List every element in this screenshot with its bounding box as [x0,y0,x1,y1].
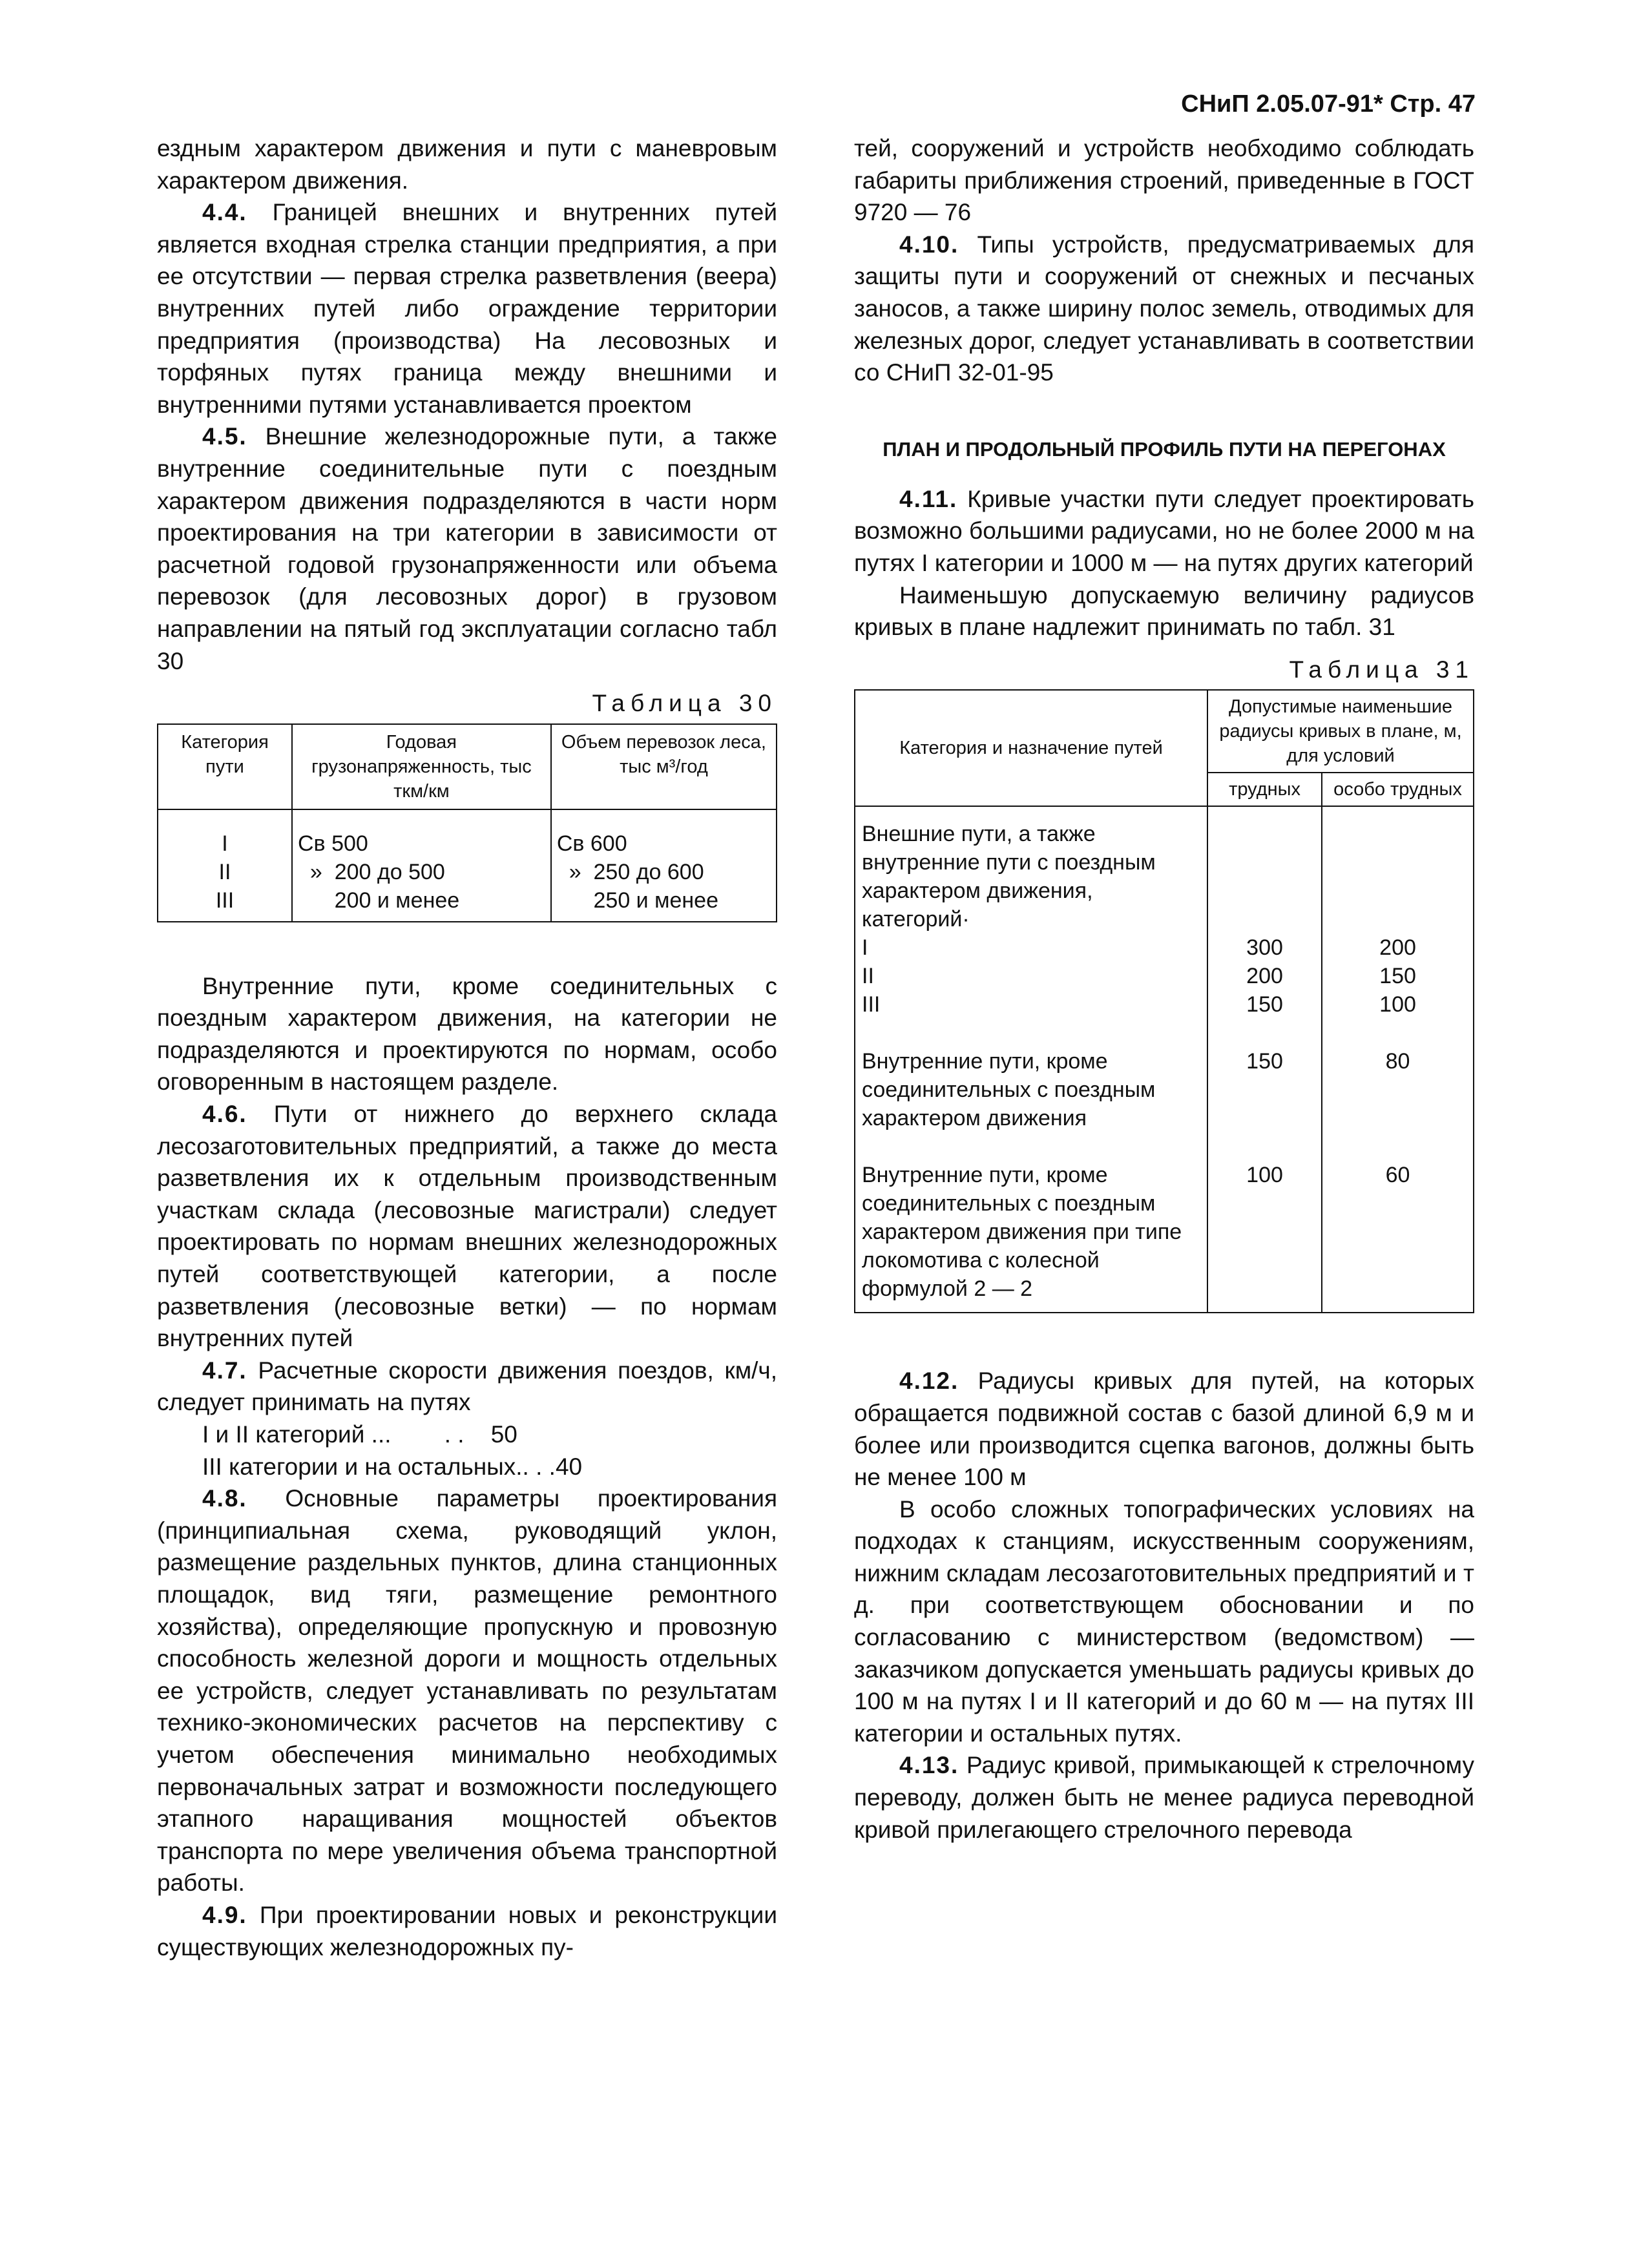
table-row [855,806,1474,1019]
table-31-caption: Таблица 31 [1289,656,1474,683]
table-header-cell: Допустимые наименьшие радиусы кривых в плане, м, для условий [1207,690,1474,773]
paragraph-4-10 [854,229,1474,389]
clause-text: Расчетные скорости движения поездов, км/ч, следует принимать на путях [157,1357,777,1416]
page-header: СНиП 2.05.07-91* Стр. 47 [1181,90,1476,118]
table-cell: Св 500 » 200 до 500 200 и менее [292,809,551,922]
clause-number: 4.8. [202,1485,247,1512]
clause-number: 4.13. [899,1752,959,1779]
left-column [157,132,777,1963]
paragraph-radius: Наименьшую допускаемую величину радиусов кривых в плане надлежит принимать по табл. 31 [854,581,1474,641]
table-cell: 100 [1207,1132,1322,1313]
clause-number: 4.6. [202,1101,247,1128]
paragraph-4-12 [854,1365,1474,1493]
speed-line: III категории и на остальных.. . .40 [202,1453,583,1480]
paragraph-4-8 [157,1483,777,1899]
paragraph-4-11 [854,483,1474,579]
table-header-cell: Категория пути [158,724,292,809]
table-row [855,1132,1474,1313]
paragraph-4-7 [157,1355,777,1419]
table-cell: 80 [1322,1019,1474,1132]
clause-text: Кривые участки пути следует проектировать возможно большими радиусами, но не более 2000 м на путях I категории и 1000 м — на путях других категорий [854,485,1474,576]
clause-text: Основные параметры проектирования (принципиальная схема, руководящий уклон, размещение раздельных пунктов, длина станционных площадок, вид тяги, размещение ремонтного хозяйства), определяющие пропускную и провозную способность железной дороги и мощность отдельных ее устройств, следует устанавливать по результатам технико-экономических расчетов на перспективу с учетом обеспечения минимально необходимых первоначальных затрат и возможности последующего этапного наращивания мощностей объектов транспорта по мере увеличения объема транспортной работы. [157,1485,777,1897]
table-header-cell: особо трудных [1322,773,1474,806]
clause-text: Внешние железнодорожные пути, а также внутренние соединительные пути с поездным характером движения подразделяются в части норм проектирования на три категории в зависимости от расчетной годовой грузонапряженности или объема перевозок (для лесовозных дорог) в грузовом направлении на пятый год эксплуатации согласно табл 30 [157,423,777,674]
table-header-cell: трудных [1207,773,1322,806]
paragraph-4-5 [157,421,777,677]
table-header-cell: Годовая грузонапряженность, тыс ткм/км [292,724,551,809]
paragraph-internal: Внутренние пути, кроме соединительных с поездным характером движения, на категории не подразделяются и проектируются по нормам, особо оговоренным в настоящем разделе. [157,972,777,1096]
table-cell: I II III [158,809,292,922]
table-header-cell: Категория и назначение путей [855,690,1207,806]
table-cell: 300 200 150 [1207,806,1322,1019]
paragraph-4-9 [157,1899,777,1963]
clause-number: 4.7. [202,1357,247,1384]
paragraph-4-6 [157,1098,777,1355]
clause-text: Радиус кривой, примыкающей к стрелочному переводу, должен быть не менее радиуса переводной кривой прилегающего стрелочного перевода [854,1752,1474,1843]
table-31 [854,689,1474,1313]
paragraph-special: В особо сложных топографических условиях на подходах к станциям, искусственным сооружениям, нижним складам лесозаготовительных предприятий и т д. при соответствующем обосновании и по согласованию с министерством (ведомством) — заказчиком допускается уменьшать радиусы кривых до 100 м на путях I и II категорий и до 60 м — на путях III категории и остальных путях. [854,1495,1474,1747]
spacer [157,922,777,970]
table-header-cell: Объем перевозок леса, тыс м³/год [551,724,777,809]
table-cell: Внешние пути, а также внутренние пути с поездным характером движения, категорий· I II III [855,806,1207,1019]
table-cell: 60 [1322,1132,1474,1313]
table-row [855,1019,1474,1132]
spacer [854,1313,1474,1365]
clause-number: 4.11. [899,485,958,512]
table-30-caption: Таблица 30 [592,690,777,717]
table-30 [157,723,777,922]
section-title: ПЛАН И ПРОДОЛЬНЫЙ ПРОФИЛЬ ПУТИ НА ПЕРЕГОНАХ [882,437,1446,461]
clause-number: 4.5. [202,423,247,450]
table-cell: 200 150 100 [1322,806,1474,1019]
clause-number: 4.12. [899,1368,959,1395]
clause-number: 4.4. [202,199,247,226]
paragraph-4-13 [854,1749,1474,1846]
paragraph-continued: тей, сооружений и устройств необходимо соблюдать габариты приближения строений, приведенные в ГОСТ 9720 — 76 [854,135,1474,226]
clause-text: Радиусы кривых для путей, на которых обращается подвижной состав с базой длиной 6,9 м и более или производится сцепка вагонов, должны быть не менее 100 м [854,1368,1474,1491]
table-cell: Св 600 » 250 до 600 250 и менее [551,809,777,922]
clause-text: Границей внешних и внутренних путей является входная стрелка станции предприятия, а при ее отсутствии — первая стрелка разветвления (веера) внутренних путей либо ограждение территории предприятия (производства) На лесовозных и торфяных путях граница между внешними и внутренними путями устанавливается проектом [157,199,777,418]
clause-text: Пути от нижнего до верхнего склада лесозаготовительных предприятий, а также до места разветвления их к отдельным производственным участкам склада (лесовозные магистрали) следует проектировать по нормам внешних железнодорожных путей соответствующей категории, а после разветвления (лесовозные ветки) — по нормам внутренних путей [157,1101,777,1352]
paragraph-4-4 [157,196,777,421]
clause-number: 4.10. [899,231,959,258]
speed-line: I и II категорий ... . . 50 [202,1421,517,1448]
clause-number: 4.9. [202,1901,247,1928]
table-row [158,809,777,922]
table-cell: Внутренние пути, кроме соединительных с поездным характером движения [855,1019,1207,1132]
paragraph-intro: ездным характером движения и пути с маневровым характером движения. [157,135,777,194]
clause-text: При проектировании новых и реконструкции существующих железнодорожных пу- [157,1901,777,1961]
clause-text: Типы устройств, предусматриваемых для защиты пути и сооружений от снежных и песчаных заносов, а также ширину полос земель, отводимых для железных дорог, следует устанавливать в соответствии со СНиП 32-01-95 [854,231,1474,386]
table-cell: Внутренние пути, кроме соединительных с поездным характером движения при типе локомотива с колесной формулой 2 — 2 [855,1132,1207,1313]
right-column [854,132,1474,1846]
table-cell: 150 [1207,1019,1322,1132]
